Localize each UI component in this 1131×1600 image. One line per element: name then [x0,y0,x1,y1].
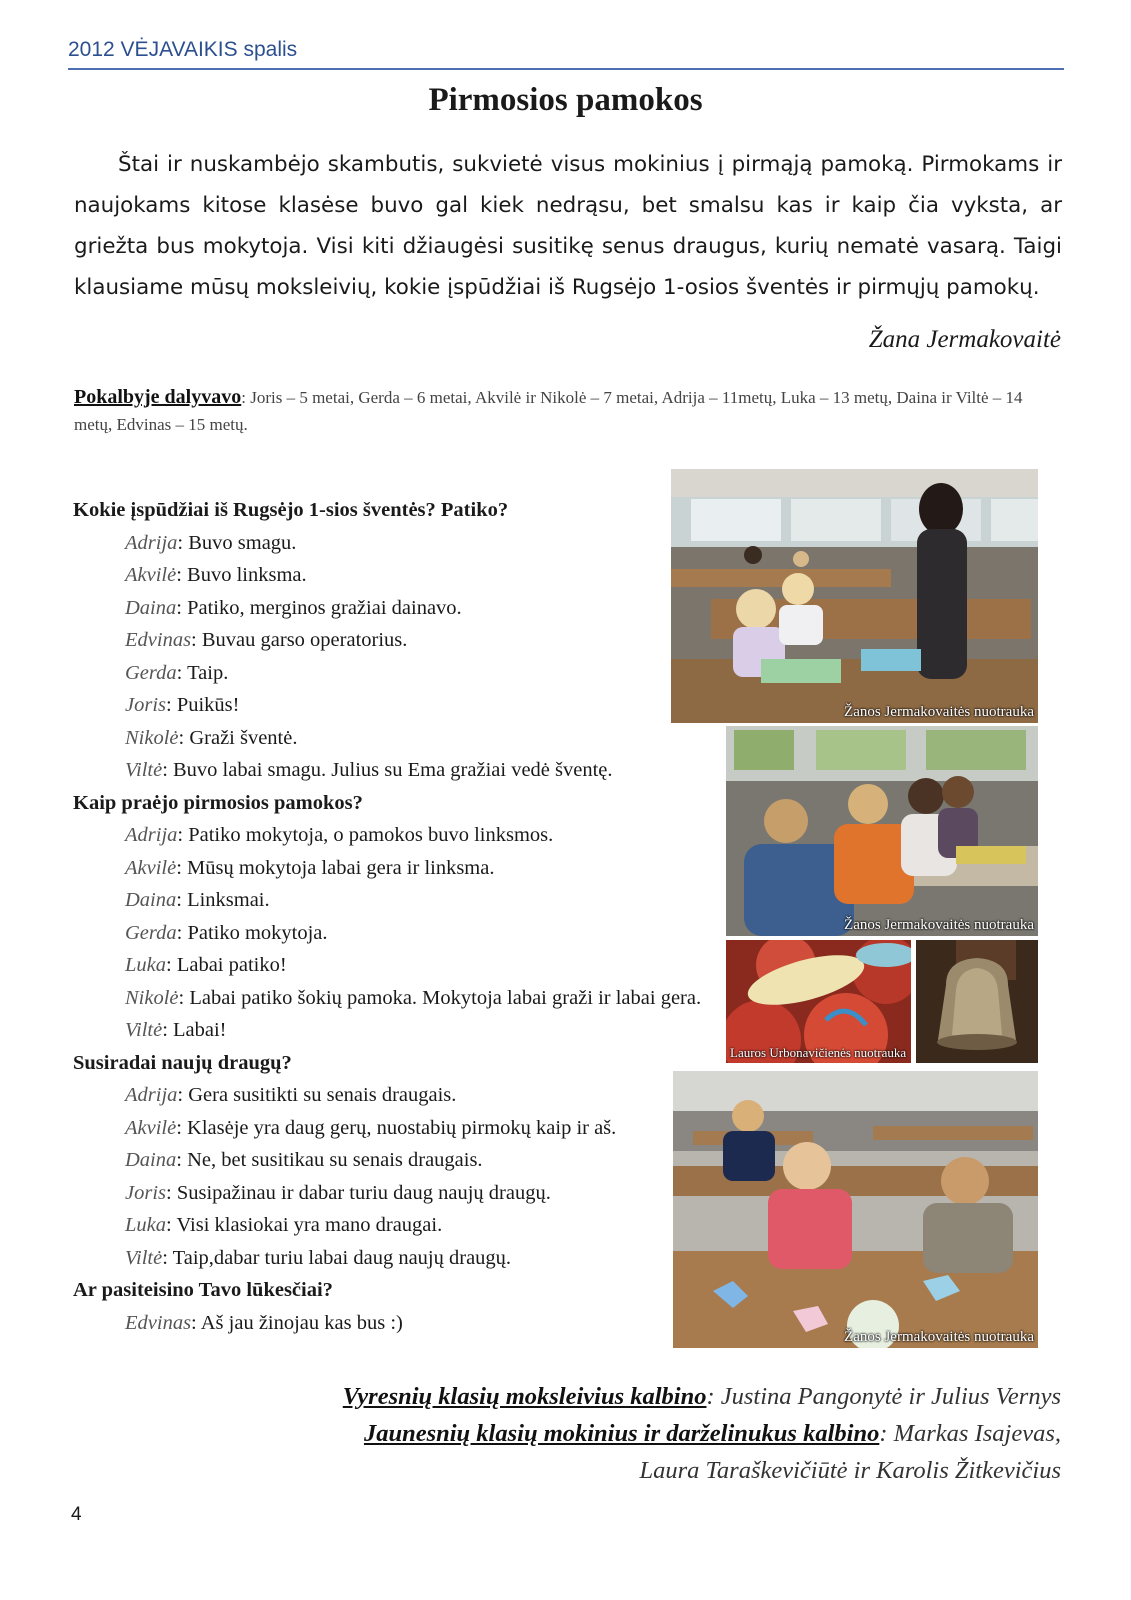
interview-answer [73,1144,723,1177]
bell-icon [916,940,1038,1063]
interview-answer [73,1014,723,1047]
answer-speaker: Joris [125,694,166,716]
answer-text: : Buvau garso operatorius. [191,629,408,651]
photo-younger-kids [673,1071,1038,1348]
article-title: Pirmosios pamokos [428,82,703,118]
answer-text: : Klasėje yra daug gerų, nuostabių pirmokų kaip ir aš. [176,1116,617,1139]
answer-text: : Graži šventė. [178,726,298,749]
photo-younger-kids-image [673,1071,1038,1348]
photo-older-students [726,726,1038,936]
interview-answer [73,917,723,950]
interview-answer [73,1177,723,1210]
answer-speaker: Viltė [125,1019,163,1041]
interview-answer [73,722,723,755]
answer-speaker: Adrija [125,531,178,554]
interviewers-line-3: Laura Taraškevičiūtė ir Karolis Žitkevičius [639,1457,1061,1484]
photo-apples [726,940,911,1063]
answer-text: : Labai patiko! [166,954,287,976]
answer-text: : Buvo labai smagu. Julius su Ema gražiai vedė šventę. [162,759,613,781]
interview-answer [73,819,723,852]
photo-teacher-classroom-image [671,469,1038,723]
answer-speaker: Akvilė [125,564,177,586]
answer-text: : Aš jau žinojau kas bus :) [191,1311,403,1334]
answer-text: : Puikūs! [166,694,240,716]
interview-answer [73,527,723,560]
answer-speaker: Viltė [125,1246,163,1269]
interviewers-line-1 [161,1378,1061,1415]
answer-speaker: Luka [125,954,166,976]
answer-speaker: Gerda [125,661,177,684]
answer-speaker: Nikolė [125,726,179,749]
answer-speaker: Akvilė [125,856,177,879]
answer-speaker: Adrija [125,1084,178,1106]
answer-text: : Labai patiko šokių pamoka. Mokytoja labai graži ir labai gera. [178,986,702,1009]
interview-question: Susiradai naujų draugų? [73,1051,292,1074]
answer-text: : Susipažinau ir dabar turiu daug naujų draugų. [166,1181,551,1204]
photo-school-bell [916,940,1038,1063]
article-intro: Štai ir nuskambėjo skambutis, sukvietė visus mokinius į pirmąją pamoką. Pirmokams ir naujokams kitose klasėse buvo gal kiek nedrąsu, bet smalsu kas ir kaip čia vyksta, ar griežta bus mokytoja. Visi kiti džiaugėsi susitikę senus draugus, kurių nematė vasarą. Taigi klausiame mūsų moksleivių, kokie įspūdžiai iš Rugsėjo 1-osios šventės ir pirmųjų pamokų. [74,152,1062,300]
answer-text: : Taip,dabar turiu labai daug naujų draugų. [162,1246,512,1269]
answer-speaker: Luka [125,1214,166,1236]
photo-credit-3: Lauros Urbonavičienės nuotrauka [730,1045,907,1060]
photo-teacher-classroom [671,469,1038,723]
answer-speaker: Adrija [125,824,178,846]
interview-answer [73,852,723,885]
answer-text: : Gera susitikti su senais draugais. [177,1084,457,1106]
answer-speaker: Daina [125,889,177,911]
page-number: 4 [71,1504,82,1525]
interviewers-label-younger: Jaunesnių klasių mokinius ir darželinukus kalbino [363,1420,880,1447]
interview-question: Kokie įspūdžiai iš Rugsėjo 1-sios šventės? Patiko? [73,499,509,521]
answer-speaker: Edvinas [125,1311,192,1334]
answer-text: : Buvo smagu. [177,531,297,554]
answer-text: : Buvo linksma. [176,564,307,586]
answer-text: : Patiko, merginos gražiai dainavo. [176,596,462,619]
interview-answer [73,1242,723,1275]
interview-answer [73,1079,723,1112]
answer-text: : Ne, bet susitikau su senais draugais. [176,1149,483,1171]
interview-answer [73,884,723,917]
interview-answer [73,559,723,592]
answer-text: : Linksmai. [176,889,270,911]
photo-credit-4: Žanos Jermakovaitės nuotrauka [844,1329,1034,1345]
interview-answer [73,592,723,625]
answer-speaker: Joris [125,1181,166,1204]
interviewers-names-younger: : Markas Isajevas, [879,1420,1061,1447]
answer-text: : Patiko mokytoja. [176,921,328,944]
author-byline: Žana Jermakovaitė [868,326,1061,353]
interview-answer [73,1307,723,1340]
participants-text: : Joris – 5 metai, Gerda – 6 metai, Akvilė ir Nikolė – 7 metai, Adrija – 11metų, Luka – 13 metų, Daina ir Viltė – 14 metų, Edvinas – 15 metų. [74,388,1023,434]
answer-speaker: Akvilė [125,1116,177,1139]
photo-credit-1: Žanos Jermakovaitės nuotrauka [844,704,1034,720]
participants-paragraph [74,384,1064,438]
answer-speaker: Gerda [125,921,177,944]
interview-answer [73,624,723,657]
interview-answer [73,657,723,690]
interview-answer [73,754,723,787]
answer-speaker: Nikolė [125,986,179,1009]
interview-answer [73,1209,723,1242]
answer-text: : Mūsų mokytoja labai gera ir linksma. [176,856,495,879]
interviewers-label-older: Vyresnių klasių moksleivius kalbino [342,1383,707,1410]
photo-credit-2: Žanos Jermakovaitės nuotrauka [844,917,1034,933]
photo-older-students-image [726,726,1038,936]
interviewers-names-older: : Justina Pangonytė ir Julius Vernys [706,1383,1061,1410]
header-text: 2012 VĖJAVAIKIS spalis [68,38,298,61]
interview-answer [73,982,723,1015]
answer-text: : Visi klasiokai yra mano draugai. [166,1214,443,1236]
interviewers-line-2 [161,1415,1061,1452]
answer-speaker: Viltė [125,759,163,781]
answer-text: : Labai! [162,1019,227,1041]
answer-speaker: Edvinas [125,629,192,651]
answer-speaker: Daina [125,596,177,619]
interview-answer [73,689,723,722]
participants-label: Pokalbyje dalyvavo [74,386,242,408]
answer-text: : Taip. [176,661,229,684]
answer-speaker: Daina [125,1149,177,1171]
interview-answer [73,1112,723,1145]
interview-answer [73,949,723,982]
interviewers-credits [161,1378,1061,1489]
answer-text: : Patiko mokytoja, o pamokos buvo linksmos. [177,824,554,846]
interview-question: Kaip praėjo pirmosios pamokos? [73,791,363,814]
interview-section [73,494,723,1339]
running-header [68,36,1064,70]
interview-question: Ar pasiteisino Tavo lūkesčiai? [73,1279,333,1301]
